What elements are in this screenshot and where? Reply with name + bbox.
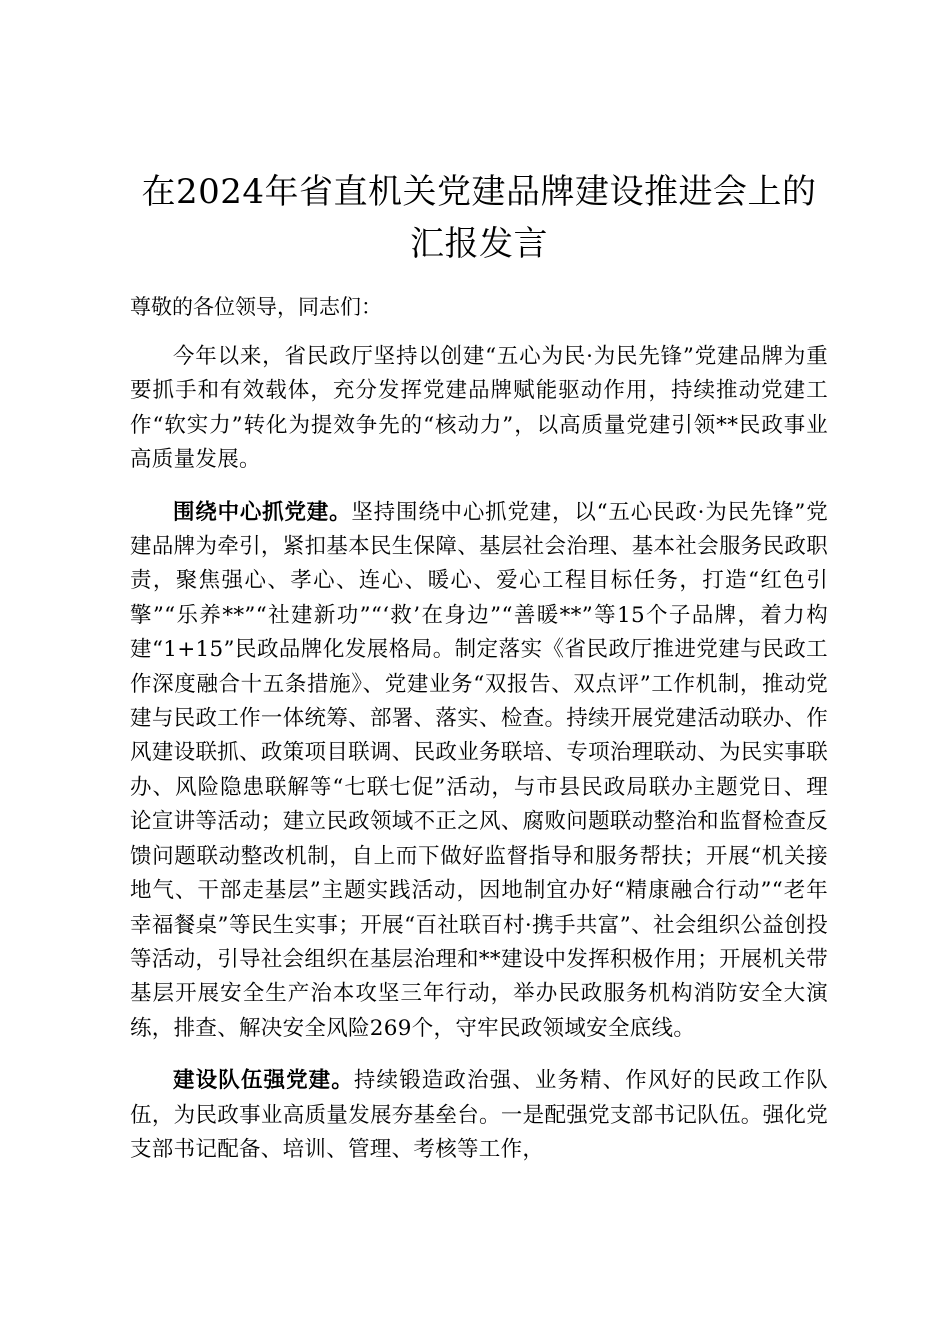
paragraph-text: 坚持围绕中心抓党建，以“五心民政·为民先锋”党建品牌为牵引，紧扣基本民生保障、基层社会治理、基本社会服务民政职责，聚焦强心、孝心、连心、暖心、爱心工程目标任务，打造“红色引擎”“乐养**”“社建新功”“‘救’在身边”“善暖**”等15个子品牌，着力构建“1+15”民政品牌化发展格局。制定落实《省民政厅推进党建与民政工作深度融合十五条措施》、党建业务“双报告、双点评”工作机制，推动党建与民政工作一体统筹、部署、落实、检查。持续开展党建活动联办、作风建设联抓、政策项目联调、民政业务联培、专项治理联动、为民实事联办、风险隐患联解等“七联七促”活动，与市县民政局联办主题党日、理论宣讲等活动；建立民政领域不正之风、腐败问题联动整治和监督检查反馈问题联动整改机制，自上而下做好监督指导和服务帮扶；开展“机关接地气、干部走基层”主题实践活动，因地制宜办好“精康融合行动”“老年幸福餐桌”等民生实事；开展“百社联百村·携手共富”、社会组织公益创投等活动，引导社会组织在基层治理和**建设中发挥积极作用；开展机关带基层开展安全生产治本攻坚三年行动，举办民政服务机构消防安全大演练，排查、解决安全风险269个，守牢民政领域安全底线。 [130,499,828,1041]
document-page [130,166,828,1167]
document-title [130,166,828,270]
title-line-1: 在2024年省直机关党建品牌建设推进会上的 [141,172,817,212]
paragraph-team-building [130,1064,828,1167]
paragraph-intro [130,340,828,478]
salutation: 尊敬的各位领导，同志们： [130,295,382,319]
title-line-2: 汇报发言 [410,224,548,264]
paragraph-text: 持续锻造政治强、业务精、作风好的民政工作队伍，为民政事业高质量发展夯基垒台。一是配强党支部书记队伍。强化党支部书记配备、培训、管理、考核等工作， [130,1068,828,1162]
paragraph-heading: 围绕中心抓党建。 [173,499,352,525]
paragraph-text: 今年以来，省民政厅坚持以创建“五心为民·为民先锋”党建品牌为重要抓手和有效载体，充分发挥党建品牌赋能驱动作用，持续推动党建工作“软实力”转化为提效争先的“核动力”，以高质量党建引领**民政事业高质量发展。 [130,344,828,473]
paragraph-center-work [130,496,828,1047]
paragraph-heading: 建设队伍强党建。 [173,1068,354,1094]
